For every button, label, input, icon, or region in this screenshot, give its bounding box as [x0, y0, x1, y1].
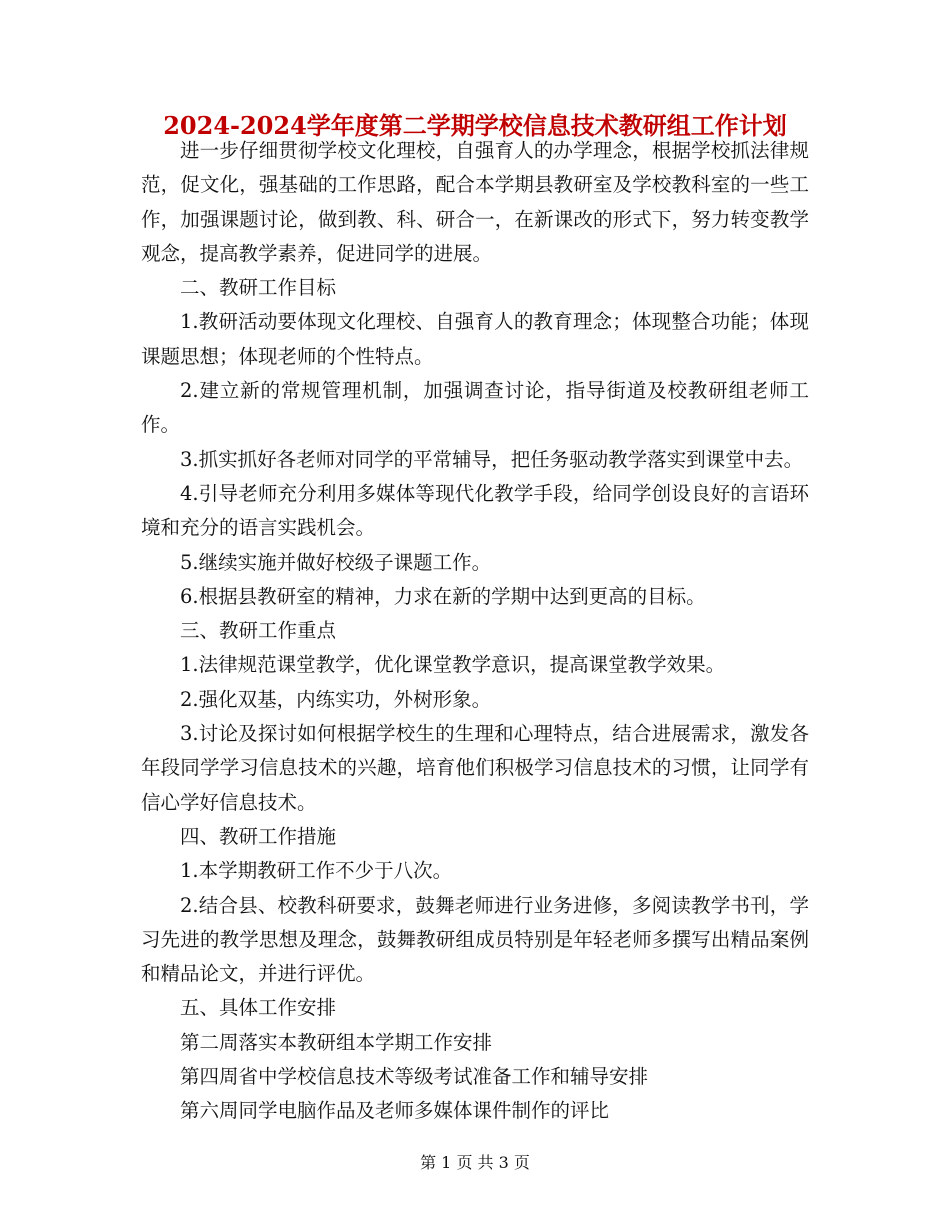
paragraph-goal-2: 2.建立新的常规管理机制，加强调查讨论，指导街道及校教研组老师工作。: [141, 379, 809, 437]
document-body: [141, 134, 809, 1129]
schedule-item-week-2: 第二周落实本教研组本学期工作安排: [180, 1030, 493, 1054]
section-heading-schedule: 五、具体工作安排: [180, 996, 337, 1020]
section-heading-goals: 二、教研工作目标: [180, 276, 337, 300]
paragraph-focus-3: 3.讨论及探讨如何根据学校生的生理和心理特点，结合进展需求，激发各年段同学学习信息技术的兴趣，培育他们积极学习信息技术的习惯，让同学有信心学好信息技术。: [141, 722, 809, 814]
paragraph-goal-5: 5.继续实施并做好校级子课题工作。: [180, 550, 492, 574]
paragraph-focus-2: 2.强化双基，内练实功，外树形象。: [180, 687, 492, 711]
document-title: 2024-2024学年度第二学期学校信息技术教研组工作计划: [163, 111, 787, 140]
paragraph-measure-1: 1.本学期教研工作不少于八次。: [180, 859, 453, 883]
paragraph-focus-1: 1.法律规范课堂教学，优化课堂教学意识，提高课堂教学效果。: [180, 653, 726, 677]
section-heading-measures: 四、教研工作措施: [180, 824, 337, 848]
paragraph-measure-2: 2.结合县、校教科研要求，鼓舞老师进行业务进修，多阅读教学书刊，学习先进的教学思想及理念，鼓舞教研组成员特别是年轻老师多撰写出精品案例和精品论文，并进行评优。: [141, 893, 809, 986]
paragraph-goal-1: 1.教研活动要体现文化理校、自强育人的教育理念；体现整合功能；体现课题思想；体现老师的个性特点。: [141, 310, 809, 368]
section-heading-focus: 三、教研工作重点: [180, 619, 337, 643]
schedule-item-week-4: 第四周省中学校信息技术等级考试准备工作和辅导安排: [180, 1065, 649, 1089]
paragraph-goal-3: 3.抓实抓好各老师对同学的平常辅导，把任务驱动教学落实到课堂中去。: [180, 447, 804, 471]
paragraph-goal-4: 4.引导老师充分利用多媒体等现代化教学手段，给同学创设良好的言语环境和充分的语言实践机会。: [141, 481, 809, 540]
paragraph-goal-6: 6.根据县教研室的精神，力求在新的学期中达到更高的目标。: [180, 584, 706, 608]
page-footer: 第 1 页 共 3 页: [420, 1153, 530, 1172]
schedule-item-week-6: 第六周同学电脑作品及老师多媒体课件制作的评比: [180, 1099, 610, 1123]
paragraph-intro: 进一步仔细贯彻学校文化理校，自强育人的办学理念，根据学校抓法律规范，促文化，强基础的工作思路，配合本学期县教研室及学校教科室的一些工作，加强课题讨论，做到教、科、研合一，在新课改的形式下，努力转变教学观念，提高教学素养，促进同学的进展。: [141, 139, 809, 265]
